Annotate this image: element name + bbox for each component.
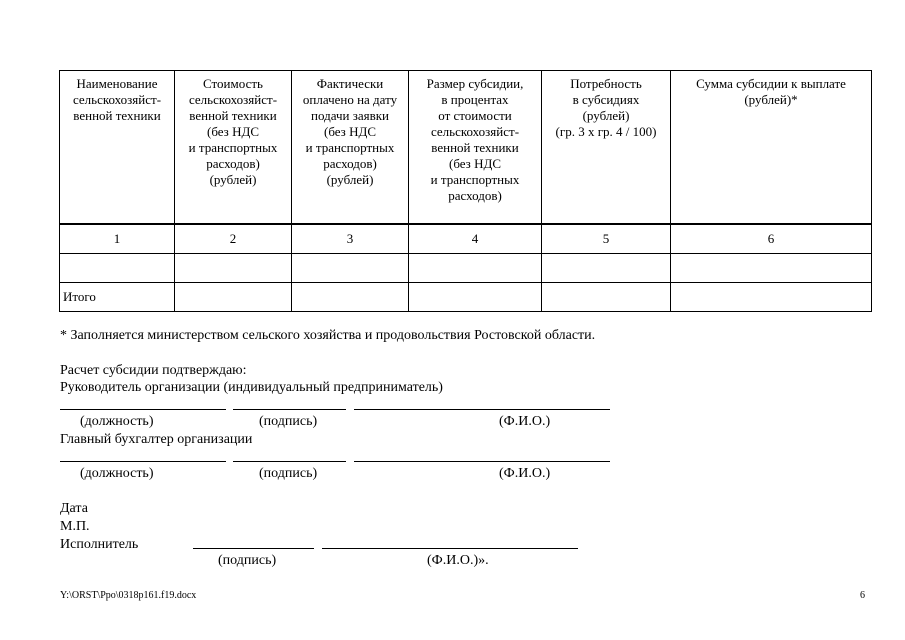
- accountant-label: Главный бухгалтер организации: [60, 432, 253, 447]
- table-row: [60, 254, 872, 283]
- table-cell: [175, 254, 292, 283]
- head-signature-line: [233, 409, 346, 410]
- head-position-line: [60, 409, 226, 410]
- total-row: [60, 283, 872, 312]
- header-cell: Размер субсидии, в процентах от стоимости сельскохозяйст- венной техники (без НДС и транспортных расходов): [409, 71, 542, 225]
- header-cell: Стоимость сельскохозяйст- венной техники (без НДС и транспортных расходов) (рублей): [175, 71, 292, 225]
- accountant-signature-line: [233, 461, 346, 462]
- header-cell: Сумма субсидии к выплате (рублей)*: [671, 71, 872, 225]
- table-cell: [542, 254, 671, 283]
- header-cell: Фактически оплачено на дату подачи заявки (без НДС и транспортных расходов) (рублей): [292, 71, 409, 225]
- name-caption: (Ф.И.О.): [499, 414, 551, 429]
- footnote: * Заполняется министерством сельского хозяйства и продовольствия Ростовской области.: [60, 328, 596, 343]
- table-header-row: [60, 71, 872, 225]
- column-number: 5: [542, 224, 671, 254]
- table-cell: [671, 283, 872, 312]
- accountant-name-line: [354, 461, 610, 462]
- table-cell: [175, 283, 292, 312]
- position-caption: (должность): [80, 414, 154, 429]
- column-number-row: [60, 224, 872, 254]
- column-number: 2: [175, 224, 292, 254]
- signature-caption: (подпись): [259, 414, 318, 429]
- accountant-position-line: [60, 461, 226, 462]
- header-cell: Наименование сельскохозяйст- венной техники: [60, 71, 175, 225]
- executor-name-caption: (Ф.И.О.)».: [427, 553, 489, 568]
- table-cell: [409, 254, 542, 283]
- signature-caption: (подпись): [259, 466, 318, 481]
- file-path: Y:\ORST\Ppo\0318p161.f19.docx: [60, 590, 197, 601]
- total-label: Итого: [60, 283, 175, 312]
- confirm-title: Расчет субсидии подтверждаю:: [60, 363, 247, 378]
- executor-signature-caption: (подпись): [218, 553, 277, 568]
- table-cell: [292, 254, 409, 283]
- position-caption: (должность): [80, 466, 154, 481]
- executor-name-line: [322, 548, 578, 549]
- date-label: Дата: [60, 501, 88, 516]
- table-cell: [409, 283, 542, 312]
- stamp-label: М.П.: [60, 519, 90, 534]
- column-number: 1: [60, 224, 175, 254]
- head-label: Руководитель организации (индивидуальный предприниматель): [60, 380, 443, 395]
- page-number: 6: [860, 590, 865, 601]
- header-cell: Потребность в субсидиях (рублей) (гр. 3 х гр. 4 / 100): [542, 71, 671, 225]
- table-cell: [542, 283, 671, 312]
- subsidy-table: [59, 70, 872, 312]
- executor-signature-line: [193, 548, 314, 549]
- column-number: 3: [292, 224, 409, 254]
- table-cell: [671, 254, 872, 283]
- head-name-line: [354, 409, 610, 410]
- column-number: 6: [671, 224, 872, 254]
- table-cell: [60, 254, 175, 283]
- table-cell: [292, 283, 409, 312]
- name-caption: (Ф.И.О.): [499, 466, 551, 481]
- executor-label: Исполнитель: [60, 537, 139, 552]
- column-number: 4: [409, 224, 542, 254]
